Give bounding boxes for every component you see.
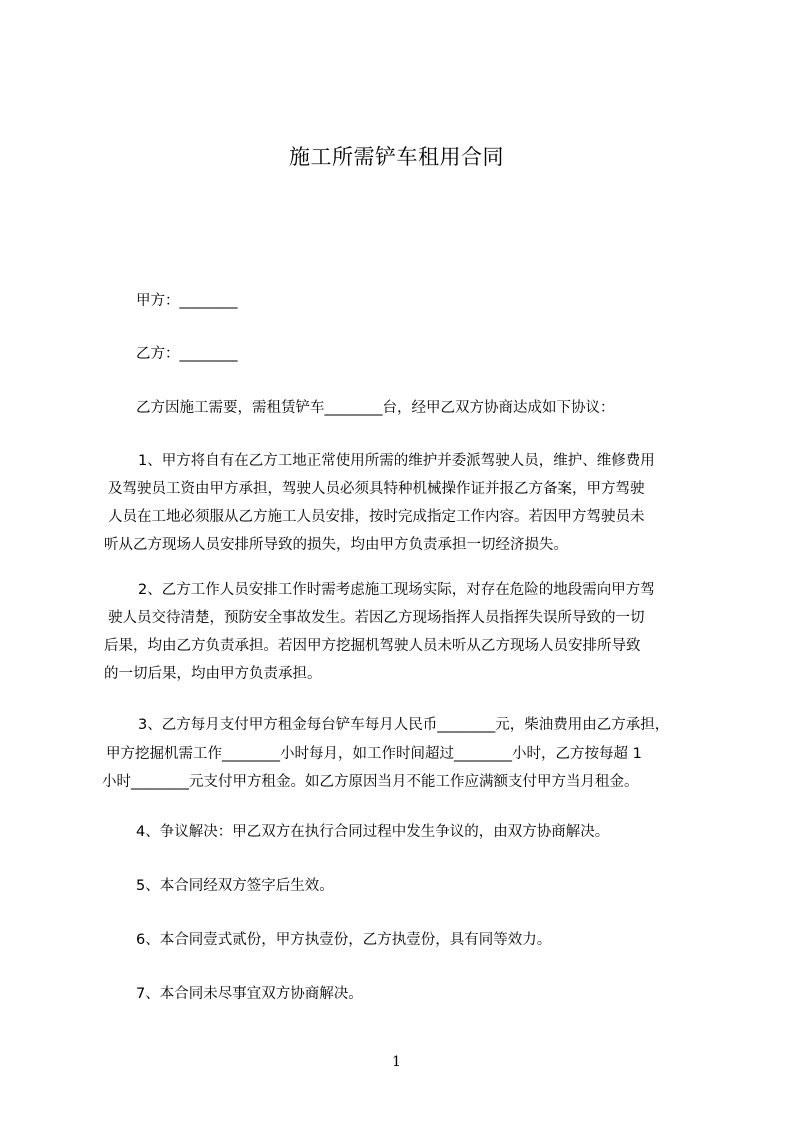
clause-line: 1、甲方将自有在乙方工地正常使用所需的维护并委派驾驶人员，维护、维修费用 [138, 453, 655, 469]
clause-5: 5、本合同经双方签字后生效。 [136, 878, 334, 894]
party-b-line: 乙方：________ [136, 346, 238, 362]
clause-line: 小时________元支付甲方租金。如乙方原因当月不能工作应满额支付甲方当月租金。 [102, 774, 639, 790]
clause-4: 4、争议解决：甲乙双方在执行合同过程中发生争议的，由双方协商解决。 [136, 824, 610, 840]
clause-line: 人员在工地必须服从乙方施工人员安排，按时完成指定工作内容。若因甲方驾驶员未 [108, 509, 645, 525]
clause-line: 听从乙方现场人员安排所导致的损失，均由甲方负责承担一切经济损失。 [104, 537, 568, 553]
clause-line: 的一切后果，均由甲方负责承担。 [104, 666, 322, 682]
intro-paragraph: 乙方因施工需要，需租赁铲车________台，经甲乙双方协商达成如下协议： [136, 400, 615, 416]
document-title: 施工所需铲车租用合同 [289, 145, 504, 169]
clause-6: 6、本合同壹式贰份，甲方执壹份，乙方执壹份，具有同等效力。 [136, 932, 552, 948]
clause-line: 2、乙方工作人员安排工作时需考虑施工现场实际，对存在危险的地段需向甲方驾 [138, 582, 655, 598]
clause-line: 3、乙方每月支付甲方租金每台铲车每月人民币________元，柴油费用由乙方承担， [138, 717, 670, 733]
clause-line: 及驾驶员工资由甲方承担，驾驶人员必须具特种机械操作证并报乙方备案，甲方驾驶 [108, 481, 645, 497]
party-a-line: 甲方：________ [136, 293, 238, 309]
clause-line: 甲方挖掘机需工作________小时每月，如工作时间超过________小时，乙方按每超 1 [106, 746, 642, 762]
clause-line: 驶人员交待清楚，预防安全事故发生。若因乙方现场指挥人员指挥失误所导致的一切 [108, 610, 645, 626]
page-number: 1 [392, 1054, 401, 1070]
clause-line: 后果，均由乙方负责承担。若因甲方挖掘机驾驶人员未听从乙方现场人员安排所导致 [104, 638, 641, 654]
clause-7: 7、本合同未尽事宜双方协商解决。 [136, 986, 363, 1002]
